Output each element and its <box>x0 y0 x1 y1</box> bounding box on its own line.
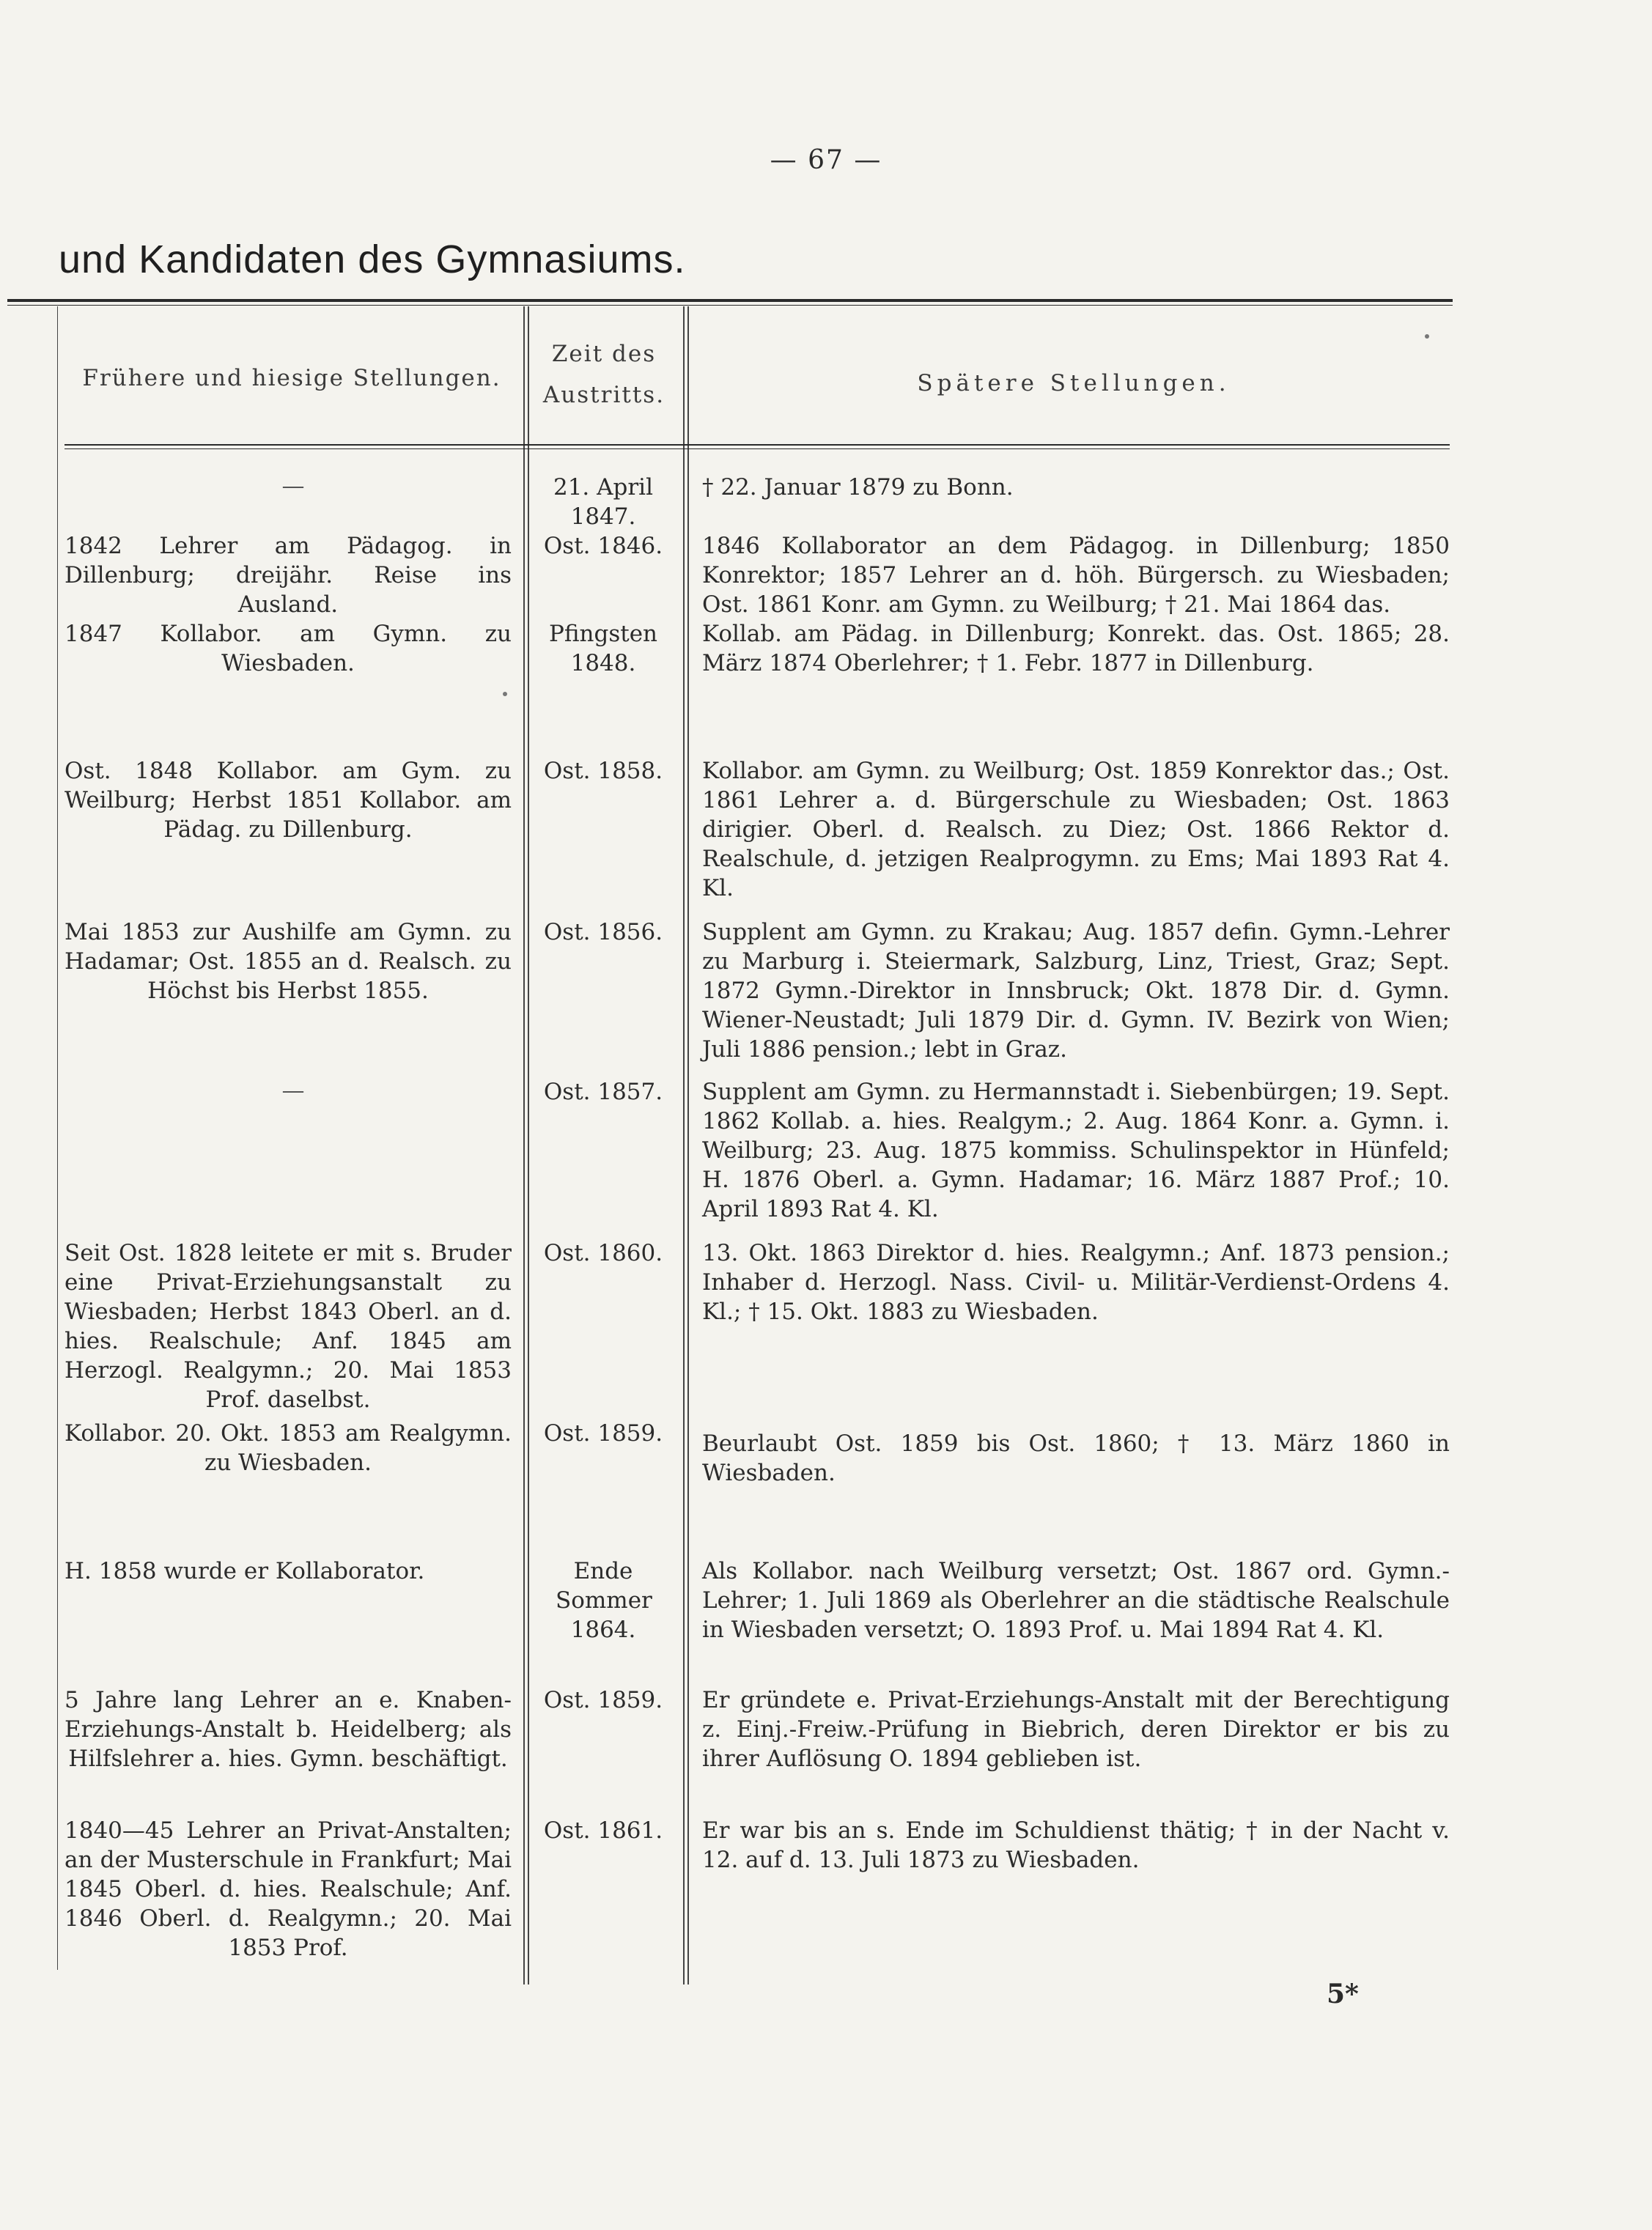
row-8-earlier: Kollabor. 20. Okt. 1853 am Realgymn. zu Wiesbaden. <box>64 1420 512 1476</box>
row-3-earlier: 1847 Kollabor. am Gymn. zu Wiesbaden. <box>64 621 512 676</box>
row-1-earlier: — <box>281 473 305 499</box>
row-9-departure: Ende Sommer 1864. <box>556 1558 652 1643</box>
ink-dot <box>1425 334 1429 339</box>
row-5-later: Supplent am Gymn. zu Krakau; Aug. 1857 defin. Gymn.-Lehrer zu Marburg i. Steiermark, Salzburg, Linz, Triest, Graz; Sept. 1872 Gymn.-Direktor in Innsbruck; Okt. 1878 Dir. d. Gymn. Wiener-Neustadt; Juli 1879 Dir. d. Gymn. IV. Bezirk von Wien; Juli 1886 pension.; lebt in Graz. <box>702 919 1450 1063</box>
row-8-later: Beurlaubt Ost. 1859 bis Ost. 1860; † 13. März 1860 in Wiesbaden. <box>702 1430 1450 1486</box>
row-3-departure: Pfingsten 1848. <box>548 621 658 676</box>
row-8-departure: Ost. 1859. <box>543 1420 663 1447</box>
row-7-earlier: Seit Ost. 1828 leitete er mit s. Bruder eine Privat-Erziehungsanstalt zu Wiesbaden; Herbst 1843 Oberl. an d. hies. Realschule; Anf. 1845 am Herzogl. Realgymn.; 20. Mai 1853 Prof. daselbst. <box>64 1240 512 1413</box>
row-1-later: † 22. Januar 1879 zu Bonn. <box>702 474 1014 501</box>
row-11-earlier: 1840—45 Lehrer an Privat-Anstalten; an der Musterschule in Frankfurt; Mai 1845 Oberl. d. hies. Realschule; Anf. 1846 Oberl. d. Realgymn.; 20. Mai 1853 Prof. <box>64 1817 512 1961</box>
header-rule <box>64 444 1450 446</box>
ink-dot <box>503 692 507 696</box>
row-5-departure: Ost. 1856. <box>543 919 663 945</box>
header-col-later-positions: Spätere Stellungen. <box>917 370 1231 396</box>
page-heading: und Kandidaten des Gymnasiums. <box>59 237 686 281</box>
row-7-later: 13. Okt. 1863 Direktor d. hies. Realgymn.; Anf. 1873 pension.; Inhaber d. Herzogl. Nass. Civil- u. Militär-Verdienst-Ordens 4. Kl.; † 15. Okt. 1883 zu Wiesbaden. <box>702 1240 1450 1325</box>
row-5-earlier: Mai 1853 zur Aushilfe am Gymn. zu Hadamar; Ost. 1855 an d. Realsch. zu Höchst bis Herbst 1855. <box>64 919 512 1004</box>
row-6-later: Supplent am Gymn. zu Hermannstadt i. Siebenbürgen; 19. Sept. 1862 Kollab. a. hies. Realgym.; 2. Aug. 1864 Konr. a. Gymn. i. Weilburg; 23. Aug. 1875 kommiss. Schulinspektor in Hünfeld; H. 1876 Oberl. a. Gymn. Hadamar; 16. März 1887 Prof.; 10. April 1893 Rat 4. Kl. <box>702 1079 1450 1222</box>
row-2-earlier: 1842 Lehrer am Pädagog. in Dillenburg; dreijähr. Reise ins Ausland. <box>64 533 512 618</box>
column-divider-2a <box>683 306 685 1985</box>
header-col-departure-line1: Zeit des <box>551 341 657 367</box>
row-9-later: Als Kollabor. nach Weilburg versetzt; Ost. 1867 ord. Gymn.-Lehrer; 1. Juli 1869 als Oberlehrer an die städtische Realschule in Wiesbaden versetzt; O. 1893 Prof. u. Mai 1894 Rat 4. Kl. <box>702 1558 1450 1643</box>
column-divider-1b <box>528 306 529 1985</box>
top-rule <box>7 299 1453 302</box>
row-4-earlier: Ost. 1848 Kollabor. am Gym. zu Weilburg; Herbst 1851 Kollabor. am Pädag. zu Dillenburg. <box>64 758 512 843</box>
header-col-earlier-positions: Frühere und hiesige Stellungen. <box>82 365 501 391</box>
column-divider-1a <box>523 306 525 1985</box>
top-rule-thin <box>7 305 1453 306</box>
header-rule-thin <box>64 448 1450 449</box>
row-6-earlier: — <box>281 1077 305 1104</box>
row-7-departure: Ost. 1860. <box>543 1240 663 1266</box>
signature-mark: 5* <box>1327 1979 1359 2009</box>
row-11-departure: Ost. 1861. <box>543 1817 663 1844</box>
row-9-earlier: H. 1858 wurde er Kollaborator. <box>64 1558 425 1584</box>
row-11-later: Er war bis an s. Ende im Schuldienst thätig; † in der Nacht v. 12. auf d. 13. Juli 1873 zu Wiesbaden. <box>702 1817 1450 1873</box>
row-4-departure: Ost. 1858. <box>543 758 663 784</box>
row-10-departure: Ost. 1859. <box>543 1687 663 1713</box>
row-3-later: Kollab. am Pädag. in Dillenburg; Konrekt. das. Ost. 1865; 28. März 1874 Oberlehrer; † 1. Febr. 1877 in Dillenburg. <box>702 621 1450 676</box>
row-10-later: Er gründete e. Privat-Erziehungs-Anstalt mit der Berechtigung z. Einj.-Freiw.-Prüfung in Biebrich, deren Direktor er bis zu ihrer Auflösung O. 1894 geblieben ist. <box>702 1687 1450 1772</box>
column-divider-2b <box>687 306 689 1985</box>
row-2-later: 1846 Kollaborator an dem Pädagog. in Dillenburg; 1850 Konrektor; 1857 Lehrer an d. höh. Bürgersch. zu Wiesbaden; Ost. 1861 Konr. am Gymn. zu Weilburg; † 21. Mai 1864 das. <box>702 533 1450 618</box>
row-2-departure: Ost. 1846. <box>543 533 663 559</box>
row-1-departure: 21. April 1847. <box>553 474 654 530</box>
column-divider-left-a <box>57 306 58 1970</box>
header-col-departure-line2: Austritts. <box>542 382 665 408</box>
row-10-earlier: 5 Jahre lang Lehrer an e. Knaben-Erziehungs-Anstalt b. Heidelberg; als Hilfslehrer a. hies. Gymn. beschäftigt. <box>64 1687 512 1772</box>
row-4-later: Kollabor. am Gymn. zu Weilburg; Ost. 1859 Konrektor das.; Ost. 1861 Lehrer a. d. Bürgerschule zu Wiesbaden; Ost. 1863 dirigier. Oberl. d. Realsch. zu Diez; Ost. 1866 Rektor d. Realschule, d. jetzigen Realprogymn. zu Ems; Mai 1893 Rat 4. Kl. <box>702 758 1450 901</box>
row-6-departure: Ost. 1857. <box>543 1079 663 1105</box>
page-number: — 67 — <box>770 145 882 175</box>
